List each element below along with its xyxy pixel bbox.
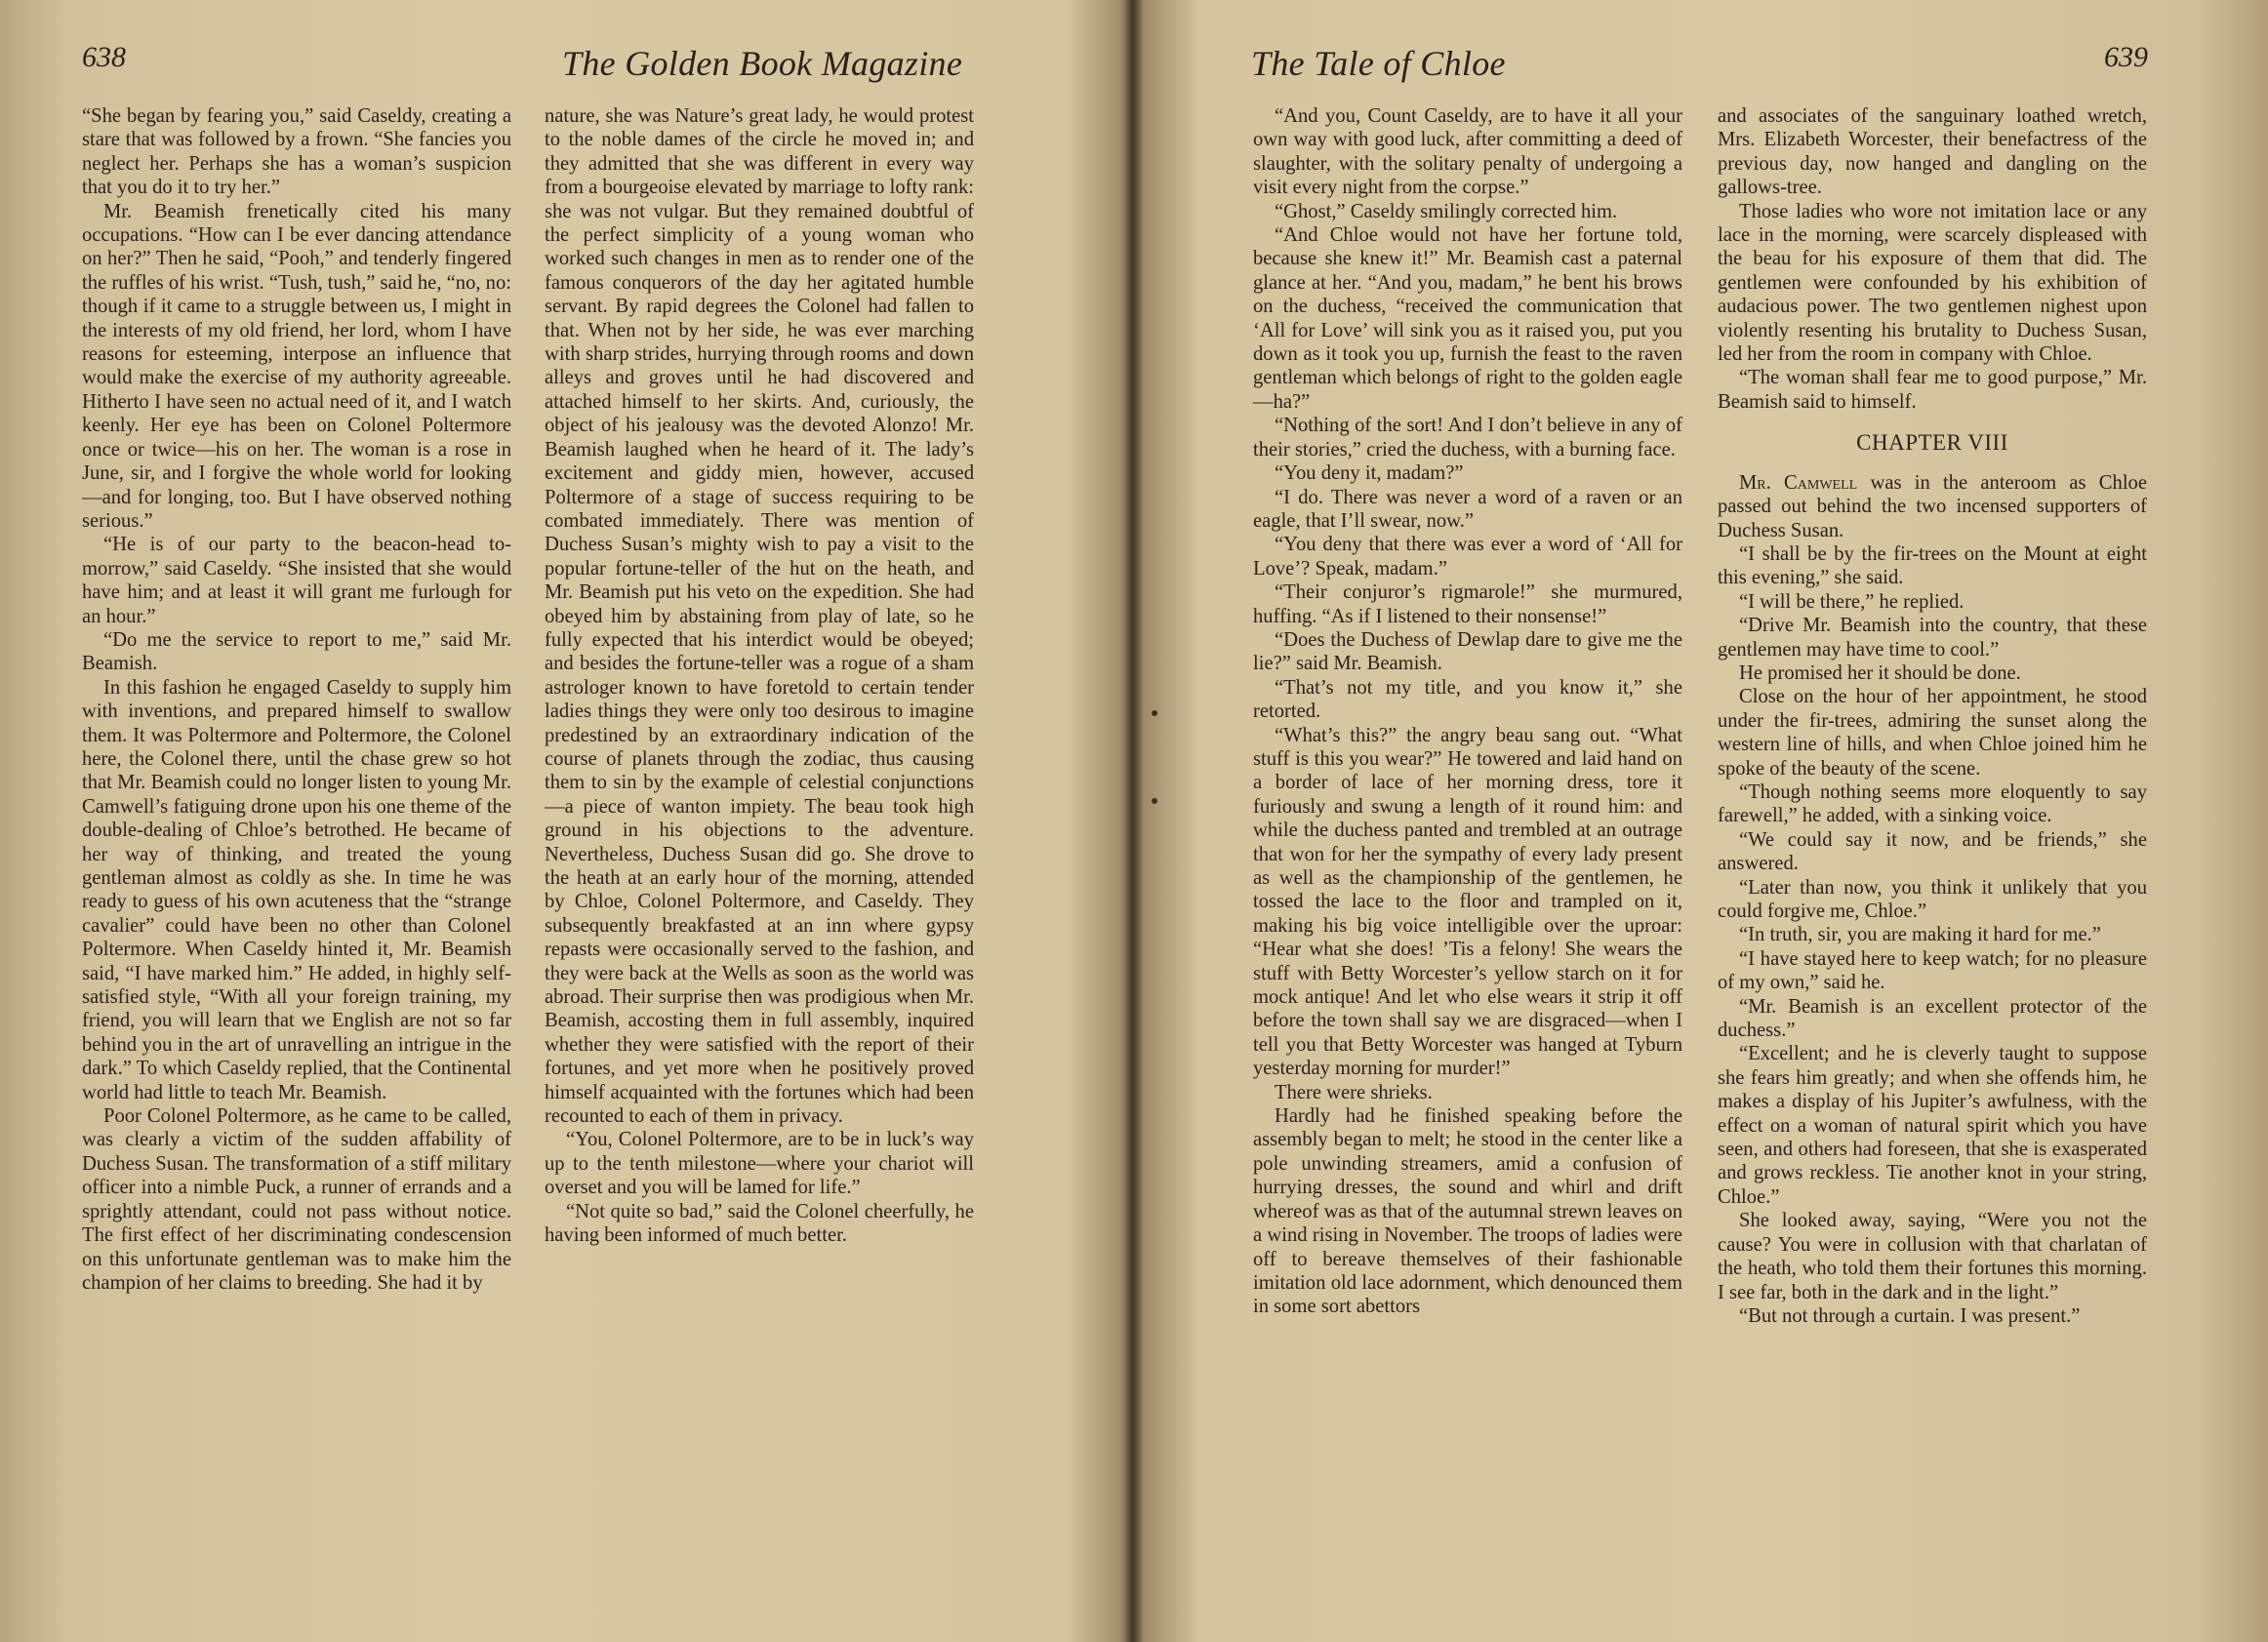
paragraph: “Does the Duchess of Dewlap dare to give me the lie?” said Mr. Beamish.: [1253, 628, 1682, 675]
right-page: [1134, 0, 2268, 1642]
chapter-opening-text: was in the anteroom as Chloe passed out behind the two incensed supporters of Duchess Susan.: [1718, 471, 2147, 541]
paragraph: “Drive Mr. Beamish into the country, that these gentlemen may have time to cool.”: [1718, 615, 2147, 661]
paragraph: “I shall be by the fir-trees on the Mount at eight this evening,” she said.: [1718, 542, 2147, 589]
paragraph: “Nothing of the sort! And I don’t believe in any of their stories,” cried the duchess, with a burning face.: [1253, 415, 1682, 461]
page-number: 639: [2104, 41, 2148, 73]
paragraph: “Do me the service to report to me,” said Mr. Beamish.: [82, 628, 511, 675]
paragraph: and associates of the sanguinary loathed wretch, Mrs. Elizabeth Worcester, their benefactress of the previous day, now hanged and dangling on the gallows-tree.: [1718, 105, 2147, 199]
paragraph: “Ghost,” Caseldy smilingly corrected him.: [1275, 200, 1618, 222]
paragraph: He promised her it should be done.: [1739, 661, 2021, 684]
chapter-opening-paragraph: [1718, 471, 2147, 542]
paragraph: “And Chloe would not have her fortune told, because she knew it!” Mr. Beamish cast a paternal glance at her. “And you, madam,” he bent his brows on the duchess, “received the communication that ‘All for Love’ will sink you as it raised you, put you down as it took you up, furnish the feast to the raven gentleman which belongs of right to the golden eagle—ha?”: [1253, 224, 1682, 413]
paragraph: “We could say it now, and be friends,” she answered.: [1718, 828, 2147, 875]
paragraph: Close on the hour of her appointment, he stood under the fir-trees, admiring the sunset along the western line of hills, and when Chloe joined him he spoke of the beauty of the scene.: [1718, 686, 2147, 780]
paragraph: “That’s not my title, and you know it,” she retorted.: [1253, 676, 1682, 723]
paragraph: “What’s this?” the angry beau sang out. “What stuff is this you wear?” He towered and laid hand on a border of lace of her morning dress, tore it furiously and swung a length of it round him: and while the duchess panted and trembled at an outrage that won for her the sympathy of every lady present as well as the championship of the gentlemen, he tossed the lace to the floor and trampled on it, making his big voice intelligible over the uproar: “Hear what she does! ’Tis a felony! She wears the stuff with Betty Worcester’s yellow starch on it for mock antique! And let who else wears it strip it off before the town shall say we are disgraced—when I tell you that Betty Worcester was hanged at Tyburn yesterday morning for murder!”: [1253, 724, 1682, 1080]
paragraph: Hardly had he finished speaking before the assembly began to melt; he stood in the center like a pole unwinding streamers, amid a confusion of hurrying dresses, the sound and whirl and drift whereof was as that of the autumnal strewn leaves on a wind rising in November. The troops of ladies were off to bereave themselves of their fashionable imitation old lace adornment, which denounced them in some sort abettors: [1253, 1105, 1682, 1318]
paragraph: Poor Colonel Poltermore, as he came to be called, was clearly a victim of the sudden affability of Duchess Susan. The transformation of a stiff military officer into a nimble Puck, a runner of errands and a sprightly attendant, could not pass without notice. The first effect of her discriminating condescension on this unfortunate gentleman was to make him the champion of her claims to breeding. She had it by: [82, 1105, 511, 1294]
paragraph: “Though nothing seems more eloquently to say farewell,” he added, with a sinking voice.: [1718, 781, 2147, 827]
running-head: The Tale of Chloe: [1251, 44, 1506, 83]
paragraph: “The woman shall fear me to good purpose,” Mr. Beamish said to himself.: [1718, 367, 2147, 413]
paragraph: “You, Colonel Poltermore, are to be in luck’s way up to the tenth milestone—where your chariot will overset and you will be lamed for life.”: [545, 1129, 974, 1199]
running-head: The Golden Book Magazine: [562, 44, 963, 83]
paragraph: “I will be there,” he replied.: [1739, 590, 1964, 613]
page-number: 638: [82, 41, 126, 73]
left-page: [0, 0, 1127, 1642]
paragraph: She looked away, saying, “Were you not the cause? You were in collusion with that charlatan of the heath, who told them their fortunes this morning. I see far, both in the dark and in the light.”: [1718, 1210, 2147, 1303]
paragraph: Those ladies who wore not imitation lace or any lace in the morning, were scarcely displeased with the beau for his exposure of them that did. The gentlemen were confounded by his exhibition of audacious power. The two gentlemen nighest upon violently resenting his brutality to Duchess Susan, led her from the room in company with Chloe.: [1718, 200, 2147, 366]
paragraph: “And you, Count Caseldy, are to have it all your own way with good luck, after committing a deed of slaughter, with the solitary penalty of undergoing a visit every night from the corpse.”: [1253, 105, 1682, 199]
paragraph: nature, she was Nature’s great lady, he would protest to the noble dames of the circle he moved in; and they admitted that she was different in every way from a bourgeoise elevated by marriage to lofty rank: she was not vulgar. But they remained doubtful of the perfect simplicity of a young woman who worked such changes in men as to render one of the famous conquerors of the day her agitated humble servant. By rapid degrees the Colonel had fallen to that. When not by her side, he was ever marching with sharp strides, hurrying through rooms and down alleys and groves until he had discovered and attached himself to her skirts. And, curiously, the object of his jealousy was the devoted Alonzo! Mr. Beamish laughed when he heard of it. The lady’s excitement and giddy mien, however, accused Poltermore of a stage of success requiring to be combated immediately. There was mention of Duchess Susan’s mighty wish to pay a visit to the popular fortune-teller of the hut on the heath, and Mr. Beamish put his veto on the expedition. She had obeyed him by abstaining from play of late, so he fully expected that his interdict would be obeyed; and besides the fortune-teller was a rogue of a sham astrologer known to have foretold to certain tender ladies things they were only too desirous to imagine predestined by an extraordinary indication of the course of planets through the zodiac, thus causing them to sin by the example of celestial conjunctions—a piece of wanton impiety. The beau took high ground in his objections to the adventure. Nevertheless, Duchess Susan did go. She drove to the heath at an early hour of the morning, attended by Chloe, Colonel Poltermore, and Caseldy. They subsequently breakfasted at an inn where gypsy repasts were occasionally served to the fashion, and they were back at the Wells as soon as the world was abroad. Their surprise then was prodigious when Mr. Beamish, accosting them in full assembly, inquired whether they were satisfied with the report of their fortunes, and yet more when he positively proved himself acquainted with the fortunes which had been recounted to each of them in privacy.: [545, 105, 974, 1128]
paragraph: There were shrieks.: [1275, 1081, 1433, 1103]
paragraph: In this fashion he engaged Caseldy to supply him with inventions, and prepared himself to swallow them. It was Poltermore and Poltermore, the Colonel here, the Colonel there, until the chase grew so hot that Mr. Beamish could no longer listen to young Mr. Camwell’s fatiguing drone upon his one theme of the double-dealing of Chloe’s betrothed. He became of her way of thinking, and treated the young gentleman almost as coldly as she. In time he was ready to guess of his own acuteness that the “strange cavalier” could have been no other than Colonel Poltermore. When Caseldy hinted it, Mr. Beamish said, “I have marked him.” He added, in highly self-satisfied style, “With all your foreign training, my friend, you will learn that we English are not so far behind you in the art of unravelling an intrigue in the dark.” To which Caseldy replied, that the Continental world had little to teach Mr. Beamish.: [82, 676, 511, 1103]
paragraph: Mr. Beamish frenetically cited his many occupations. “How can I be ever dancing attendance on her?” Then he said, “Pooh,” and tenderly fingered the ruffles of his wrist. “Tush, tush,” said he, “no, no: though if it came to a struggle between us, I might in the interests of my old friend, her lord, whom I have reasons for esteeming, interpose an influence that would make the exercise of my authority agreeable. Hitherto I have seen no actual need of it, and I watch keenly. Her eye has been on Colonel Poltermore once or twice—his on her. The woman is a rose in June, sir, and I forgive the whole world for looking—and for longing, too. But I have observed nothing serious.”: [82, 200, 511, 532]
paragraph: “Not quite so bad,” said the Colonel cheerfully, he having been informed of much better.: [545, 1200, 974, 1247]
text-column-1: [82, 104, 511, 1295]
paragraph: “But not through a curtain. I was present.”: [1739, 1304, 2081, 1327]
paragraph: “He is of our party to the beacon-head to-morrow,” said Caseldy. “She insisted that she would have him; and at least it will grant me furlough for an hour.”: [82, 534, 511, 627]
paragraph: “Their conjuror’s rigmarole!” she murmured, huffing. “As if I listened to their nonsense!”: [1253, 581, 1682, 627]
text-column-2: [545, 104, 974, 1248]
text-column-1: [1253, 104, 1682, 1319]
paragraph: “I have stayed here to keep watch; for no pleasure of my own,” said he.: [1718, 947, 2147, 994]
paragraph: “She began by fearing you,” said Caseldy, creating a stare that was followed by a frown. “She fancies you neglect her. Perhaps she has a woman’s suspicion that you do it to try her.”: [82, 105, 511, 199]
paragraph: “Mr. Beamish is an excellent protector of the duchess.”: [1718, 995, 2147, 1042]
paragraph: “In truth, sir, you are making it hard for me.”: [1739, 924, 2101, 946]
paragraph: “You deny it, madam?”: [1275, 462, 1464, 485]
chapter-opening-smallcaps: Mr. Camwell: [1739, 471, 1858, 494]
chapter-heading: CHAPTER VIII: [1856, 430, 2008, 456]
paragraph: “You deny that there was ever a word of ‘All for Love’? Speak, madam.”: [1253, 534, 1682, 580]
paragraph: “Excellent; and he is cleverly taught to suppose she fears him greatly; and when she offends him, he makes a display of his Jupiter’s awfulness, with the effect on a woman of natural spirit which you have seen, and others had foreseen, that she is exasperated and grows reckless. Tie another knot in your string, Chloe.”: [1718, 1043, 2147, 1208]
paragraph: “I do. There was never a word of a raven or an eagle, that I’ll swear, now.”: [1253, 486, 1682, 532]
text-column-2: [1718, 104, 2147, 1328]
paragraph: “Later than now, you think it unlikely that you could forgive me, Chloe.”: [1718, 876, 2147, 922]
